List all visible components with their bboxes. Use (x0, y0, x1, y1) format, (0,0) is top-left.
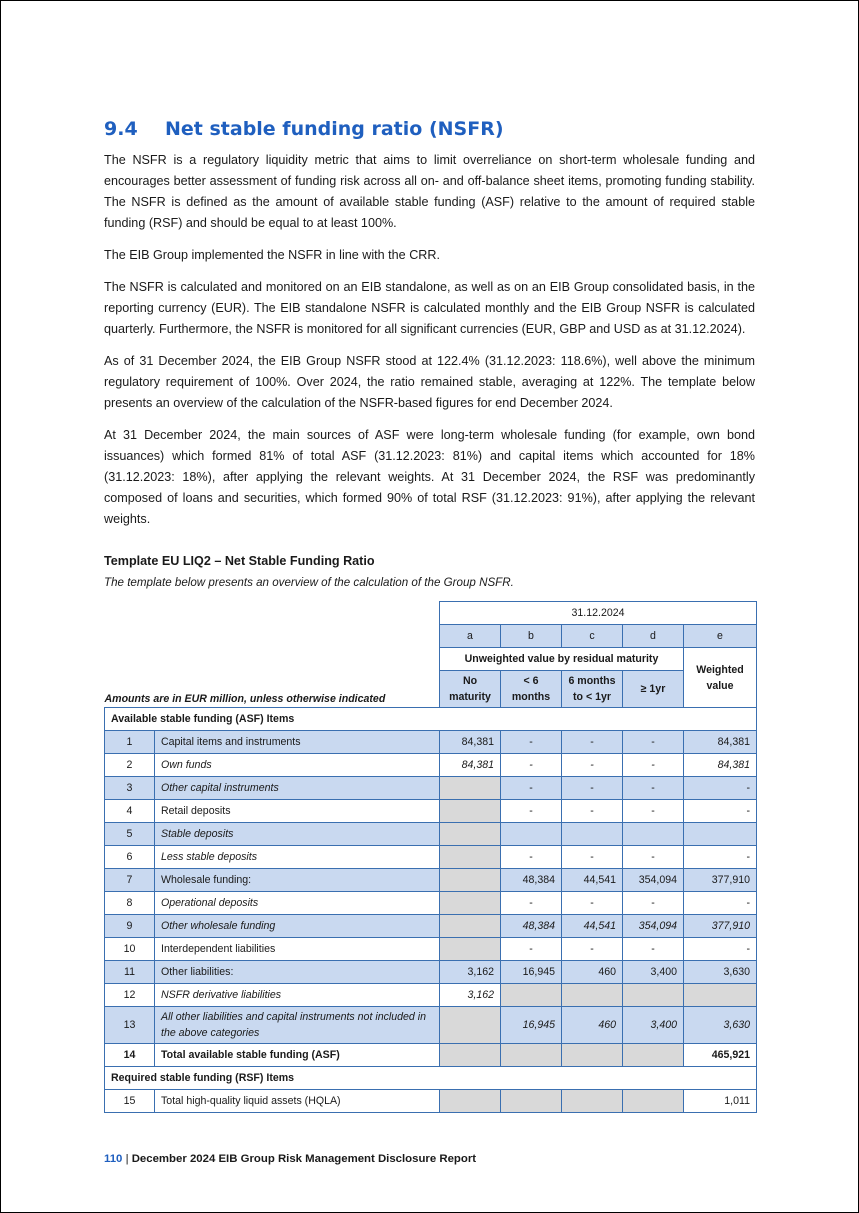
row-number: 13 (105, 1007, 155, 1044)
cell-d: 3,400 (623, 961, 684, 984)
cell-d (623, 1090, 684, 1113)
footer-separator: | (125, 1153, 129, 1165)
row-number: 5 (105, 823, 155, 846)
cell-a (440, 892, 501, 915)
cell-d: - (623, 800, 684, 823)
cell-c (562, 984, 623, 1007)
row-label: Stable deposits (155, 823, 440, 846)
cell-e: 3,630 (684, 961, 757, 984)
page-number: 110 (104, 1153, 123, 1165)
table-row (105, 846, 757, 869)
paragraph: The EIB Group implemented the NSFR in line with the CRR. (104, 248, 440, 262)
cell-a (440, 1007, 501, 1044)
nsfr-table (104, 601, 757, 1113)
row-label: Total high-quality liquid assets (HQLA) (155, 1090, 440, 1113)
row-label: Other wholesale funding (155, 915, 440, 938)
cell-d: - (623, 938, 684, 961)
cell-a: 84,381 (440, 731, 501, 754)
row-label: NSFR derivative liabilities (155, 984, 440, 1007)
paragraph: At 31 December 2024, the main sources of ASF were long-term wholesale funding (for example, own bond issuances) which formed 81% of total ASF (31.12.2023: 81%) and capital items which accounted for 18% (31.12.2023: 18%), after applying the relevant weights. At 31 December 2024, the RSF was predominantly composed of loans and securities, which formed 90% of total RSF (31.12.2023: 91%), after applying the relevant weights. (104, 428, 755, 526)
table-row (105, 961, 757, 984)
row-label: All other liabilities and capital instruments not included in the above categories (155, 1007, 440, 1044)
cell-a (440, 915, 501, 938)
table-row (105, 800, 757, 823)
table-row (105, 1007, 757, 1044)
cell-a (440, 938, 501, 961)
unweighted-header: Unweighted value by residual maturity (440, 648, 684, 671)
col-letter: b (501, 625, 562, 648)
cell-c: - (562, 800, 623, 823)
cell-e: 3,630 (684, 1007, 757, 1044)
section-number: 9.4 (104, 118, 138, 140)
cell-c: - (562, 731, 623, 754)
row-number: 7 (105, 869, 155, 892)
date-header: 31.12.2024 (440, 602, 757, 625)
table-row (105, 938, 757, 961)
page-content (104, 118, 755, 1113)
row-number: 12 (105, 984, 155, 1007)
table-row (105, 1044, 757, 1067)
cell-b: - (501, 846, 562, 869)
col-letter: a (440, 625, 501, 648)
asf-section-header: Available stable funding (ASF) Items (105, 708, 757, 731)
table-row (105, 777, 757, 800)
paragraph: As of 31 December 2024, the EIB Group NSFR stood at 122.4% (31.12.2023: 118.6%), well above the minimum regulatory requirement of 100%. Over 2024, the ratio remained stable, averaging at 122%. The template below presents an overview of the calculation of the NSFR-based figures for end December 2024. (104, 354, 755, 410)
cell-e (684, 984, 757, 1007)
cell-c: - (562, 754, 623, 777)
cell-a: 3,162 (440, 984, 501, 1007)
rsf-section-header: Required stable funding (RSF) Items (105, 1067, 757, 1090)
row-number: 10 (105, 938, 155, 961)
cell-b (501, 823, 562, 846)
row-label: Other liabilities: (155, 961, 440, 984)
cell-d: 3,400 (623, 1007, 684, 1044)
cell-c: 44,541 (562, 869, 623, 892)
row-number: 4 (105, 800, 155, 823)
footer-text: December 2024 EIB Group Risk Management Disclosure Report (131, 1153, 477, 1165)
row-number: 1 (105, 731, 155, 754)
row-label: Capital items and instruments (155, 731, 440, 754)
cell-d: 354,094 (623, 869, 684, 892)
cell-e: - (684, 800, 757, 823)
section-title: Net stable funding ratio (NSFR) (165, 118, 504, 140)
cell-d (623, 984, 684, 1007)
cell-e: 1,011 (684, 1090, 757, 1113)
cell-a (440, 777, 501, 800)
cell-b: - (501, 800, 562, 823)
row-label: Less stable deposits (155, 846, 440, 869)
section-heading (104, 118, 755, 140)
cell-e: 465,921 (684, 1044, 757, 1067)
paragraph: The NSFR is a regulatory liquidity metric that aims to limit overreliance on short-term wholesale funding and encourages better assessment of funding risk across all on- and off-balance sheet items, promoting funding stability. The NSFR is defined as the amount of available stable funding (ASF) relative to the amount of required stable funding (RSF) and should be equal to at least 100%. (104, 153, 755, 230)
table-row (105, 869, 757, 892)
cell-c: - (562, 938, 623, 961)
row-label: Other capital instruments (155, 777, 440, 800)
cell-a (440, 1044, 501, 1067)
row-number: 14 (105, 1044, 155, 1067)
template-title: Template EU LIQ2 – Net Stable Funding Ratio (104, 554, 375, 568)
cell-c: - (562, 892, 623, 915)
cell-d: - (623, 754, 684, 777)
row-label: Own funds (155, 754, 440, 777)
row-number: 6 (105, 846, 155, 869)
col-header: ≥ 1yr (623, 671, 684, 708)
cell-c: 460 (562, 1007, 623, 1044)
cell-b: 48,384 (501, 869, 562, 892)
cell-b: 48,384 (501, 915, 562, 938)
cell-c: 460 (562, 961, 623, 984)
col-header: 6 months to < 1yr (562, 671, 623, 708)
cell-a (440, 869, 501, 892)
row-number: 2 (105, 754, 155, 777)
cell-e: - (684, 846, 757, 869)
paragraph: The NSFR is calculated and monitored on an EIB standalone, as well as on an EIB Group consolidated basis, in the reporting currency (EUR). The EIB standalone NSFR is calculated monthly and the EIB Group NSFR is calculated quarterly. Furthermore, the NSFR is monitored for all significant currencies (EUR, GBP and USD as at 31.12.2024). (104, 280, 755, 336)
table-row (105, 915, 757, 938)
row-number: 8 (105, 892, 155, 915)
cell-a (440, 846, 501, 869)
cell-e: 377,910 (684, 869, 757, 892)
col-header: No maturity (440, 671, 501, 708)
cell-c (562, 1044, 623, 1067)
cell-a (440, 1090, 501, 1113)
table-row (105, 892, 757, 915)
amounts-note: Amounts are in EUR million, unless otherwise indicated (105, 671, 440, 708)
cell-e: 84,381 (684, 754, 757, 777)
row-label: Wholesale funding: (155, 869, 440, 892)
row-label: Operational deposits (155, 892, 440, 915)
cell-b: - (501, 777, 562, 800)
cell-a (440, 800, 501, 823)
row-label: Total available stable funding (ASF) (155, 1044, 440, 1067)
cell-d: - (623, 846, 684, 869)
cell-b (501, 1044, 562, 1067)
cell-c (562, 1090, 623, 1113)
cell-d (623, 1044, 684, 1067)
cell-b: - (501, 754, 562, 777)
cell-c: - (562, 846, 623, 869)
cell-b: 16,945 (501, 1007, 562, 1044)
cell-a: 3,162 (440, 961, 501, 984)
cell-a: 84,381 (440, 754, 501, 777)
row-number: 11 (105, 961, 155, 984)
cell-b: 16,945 (501, 961, 562, 984)
cell-b (501, 1090, 562, 1113)
cell-d (623, 823, 684, 846)
cell-a (440, 823, 501, 846)
cell-b: - (501, 731, 562, 754)
cell-e: 377,910 (684, 915, 757, 938)
col-letter: d (623, 625, 684, 648)
cell-e: 84,381 (684, 731, 757, 754)
cell-e: - (684, 892, 757, 915)
col-letter: e (684, 625, 757, 648)
table-row (105, 754, 757, 777)
table-row (105, 984, 757, 1007)
template-description: The template below presents an overview of the calculation of the Group NSFR. (104, 576, 514, 589)
table-row (105, 823, 757, 846)
weighted-header: Weighted value (684, 648, 757, 708)
cell-d: - (623, 731, 684, 754)
table-row (105, 1090, 757, 1113)
page-footer (104, 1153, 476, 1165)
cell-d: 354,094 (623, 915, 684, 938)
cell-e: - (684, 938, 757, 961)
cell-e (684, 823, 757, 846)
cell-d: - (623, 892, 684, 915)
cell-c (562, 823, 623, 846)
row-number: 9 (105, 915, 155, 938)
row-number: 15 (105, 1090, 155, 1113)
row-number: 3 (105, 777, 155, 800)
row-label: Retail deposits (155, 800, 440, 823)
cell-b: - (501, 892, 562, 915)
table-row (105, 731, 757, 754)
cell-c: - (562, 777, 623, 800)
cell-b (501, 984, 562, 1007)
row-label: Interdependent liabilities (155, 938, 440, 961)
cell-e: - (684, 777, 757, 800)
cell-c: 44,541 (562, 915, 623, 938)
cell-b: - (501, 938, 562, 961)
col-header: < 6 months (501, 671, 562, 708)
cell-d: - (623, 777, 684, 800)
col-letter: c (562, 625, 623, 648)
